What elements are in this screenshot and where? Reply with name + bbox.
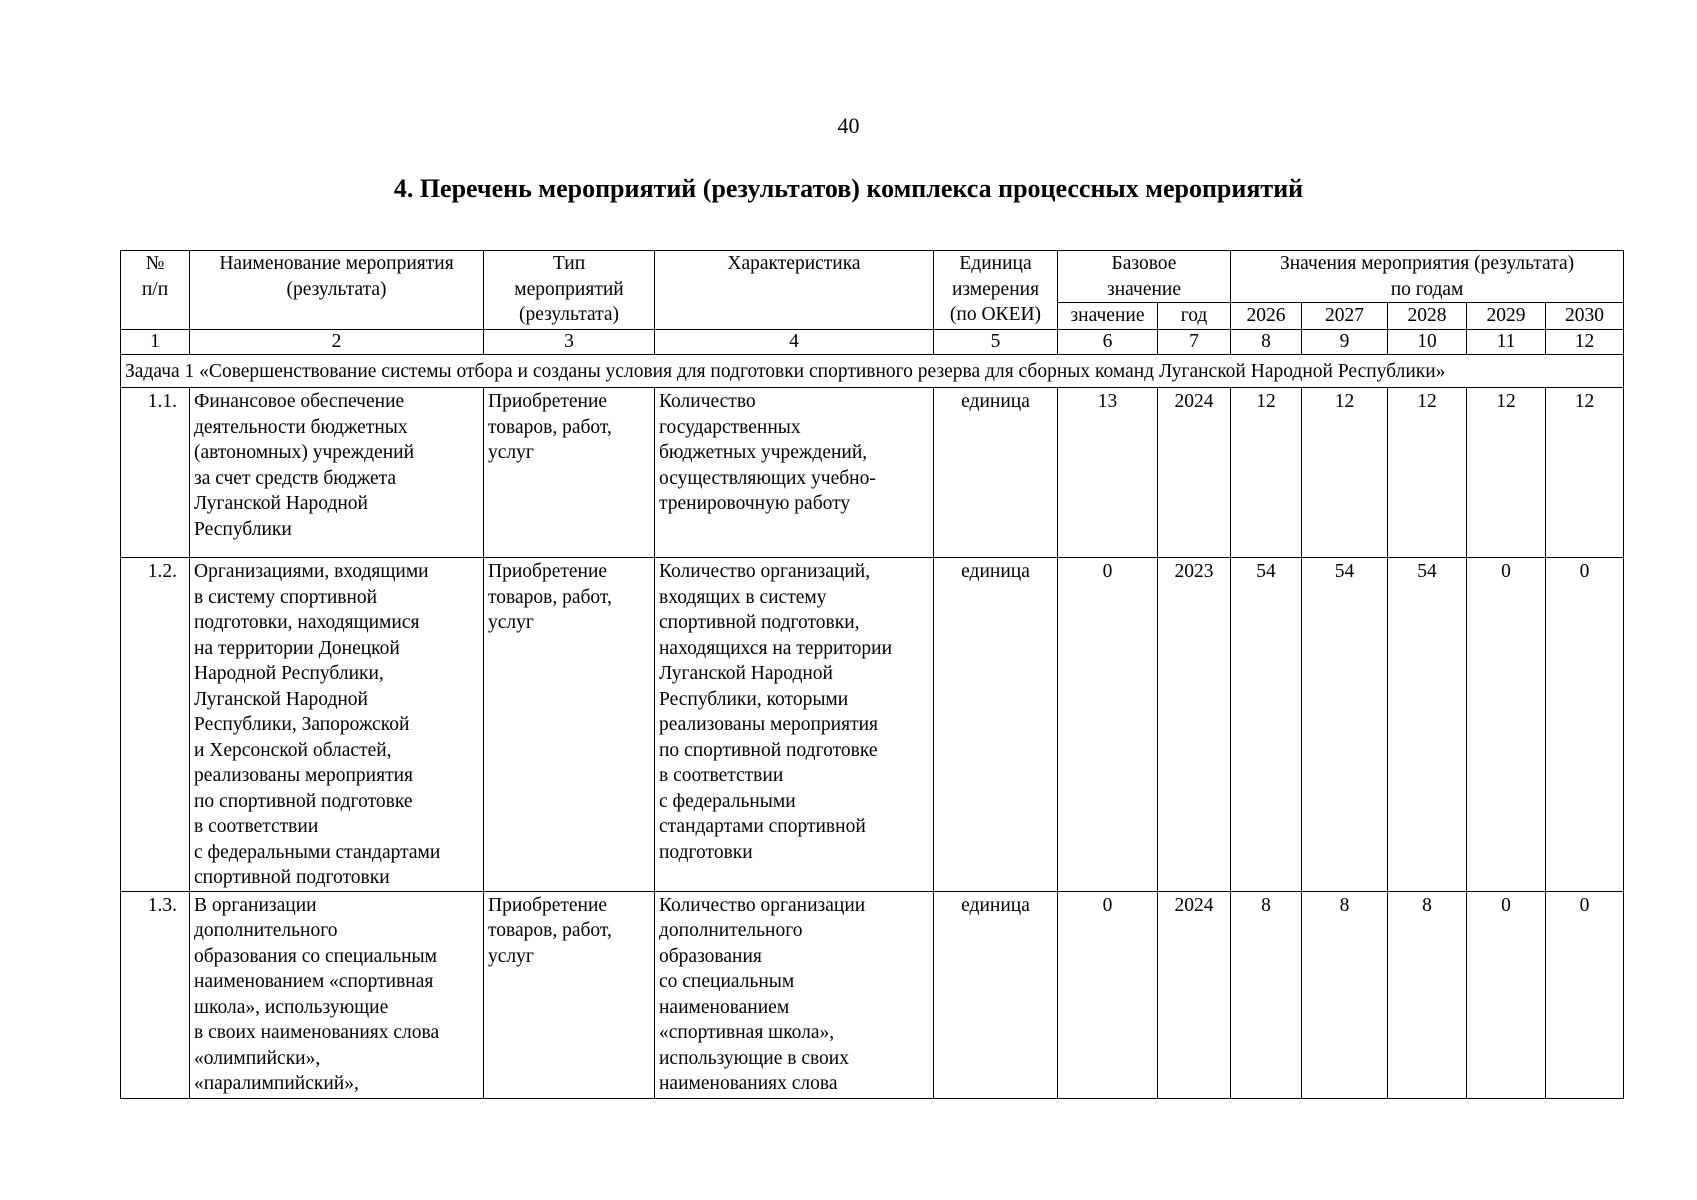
row-type: Приобретение товаров, работ, услуг [484, 891, 655, 1098]
row-value-2027: 54 [1302, 558, 1388, 892]
row-type: Приобретение товаров, работ, услуг [484, 558, 655, 892]
header-values-by-year: Значения мероприятия (результата) по годам [1231, 251, 1624, 303]
row-value-2026: 54 [1231, 558, 1302, 892]
row-value-2026: 12 [1231, 388, 1302, 558]
row-type: Приобретение товаров, работ, услуг [484, 388, 655, 558]
row-base-year: 2024 [1158, 388, 1231, 558]
header-unit: Единица измерения (по ОКЕИ) [934, 251, 1058, 330]
row-value-2030: 0 [1546, 891, 1624, 1098]
header-year-2030: 2030 [1546, 303, 1624, 330]
task-row [121, 354, 1624, 388]
row-unit: единица [934, 558, 1058, 892]
row-base-year: 2024 [1158, 891, 1231, 1098]
row-value-2030: 12 [1546, 388, 1624, 558]
row-value-2028: 12 [1388, 388, 1467, 558]
table-row [121, 558, 1624, 892]
column-number: 12 [1546, 329, 1624, 354]
column-number-row [121, 329, 1624, 354]
activities-table [120, 250, 1624, 1099]
header-type: Тип мероприятий (результата) [484, 251, 655, 330]
row-base-value: 0 [1058, 891, 1158, 1098]
header-base-value: значение [1058, 303, 1158, 330]
column-number: 2 [190, 329, 484, 354]
header-characteristic: Характеристика [655, 251, 934, 330]
header-num: № п/п [121, 251, 190, 330]
row-num: 1.3. [121, 891, 190, 1098]
row-value-2029: 12 [1467, 388, 1546, 558]
header-year-2029: 2029 [1467, 303, 1546, 330]
row-base-value: 13 [1058, 388, 1158, 558]
column-number: 9 [1302, 329, 1388, 354]
table-row [121, 388, 1624, 558]
row-value-2028: 8 [1388, 891, 1467, 1098]
column-number: 10 [1388, 329, 1467, 354]
row-characteristic: Количество организаций, входящих в систему спортивной подготовки, находящихся на территории Луганской Народной Республики, которыми реализованы мероприятия по спортивной подготовке в соответствии с федеральными стандартами спортивной подготовки [655, 558, 934, 892]
column-number: 5 [934, 329, 1058, 354]
row-value-2027: 8 [1302, 891, 1388, 1098]
row-base-year: 2023 [1158, 558, 1231, 892]
row-num: 1.2. [121, 558, 190, 892]
column-number: 8 [1231, 329, 1302, 354]
row-value-2029: 0 [1467, 891, 1546, 1098]
document-title: 4. Перечень мероприятий (результатов) комплекса процессных мероприятий [393, 174, 1304, 203]
column-number: 3 [484, 329, 655, 354]
row-characteristic: Количество организации дополнительного образования со специальным наименованием «спортивная школа», использующие в своих наименованиях слова [655, 891, 934, 1098]
header-name: Наименование мероприятия (результата) [190, 251, 484, 330]
column-number: 7 [1158, 329, 1231, 354]
row-value-2027: 12 [1302, 388, 1388, 558]
column-number: 4 [655, 329, 934, 354]
row-unit: единица [934, 388, 1058, 558]
header-year-2026: 2026 [1231, 303, 1302, 330]
row-base-value: 0 [1058, 558, 1158, 892]
task-description: Задача 1 «Совершенствование системы отбора и созданы условия для подготовки спортивного резерва для сборных команд Луганской Народной Республики» [121, 354, 1624, 388]
row-value-2028: 54 [1388, 558, 1467, 892]
header-base: Базовое значение [1058, 251, 1231, 303]
header-base-year: год [1158, 303, 1231, 330]
row-name: Организациями, входящими в систему спортивной подготовки, находящимися на территории Донецкой Народной Республики, Луганской Народной Республики, Запорожской и Херсонской областей, реализованы мероприятия по спортивной подготовке в соответствии с федеральными стандартами спортивной подготовки [190, 558, 484, 892]
page-number: 40 [837, 113, 860, 138]
column-number: 1 [121, 329, 190, 354]
row-value-2030: 0 [1546, 558, 1624, 892]
row-name: В организации дополнительного образования со специальным наименованием «спортивная школа», использующие в своих наименованиях слова «олимпийски», «паралимпийский», [190, 891, 484, 1098]
column-number: 11 [1467, 329, 1546, 354]
row-characteristic: Количество государственных бюджетных учреждений, осуществляющих учебно- тренировочную работу [655, 388, 934, 558]
header-year-2028: 2028 [1388, 303, 1467, 330]
header-year-2027: 2027 [1302, 303, 1388, 330]
row-num: 1.1. [121, 388, 190, 558]
activities-table-container [120, 250, 1623, 1099]
row-unit: единица [934, 891, 1058, 1098]
row-value-2029: 0 [1467, 558, 1546, 892]
row-name: Финансовое обеспечение деятельности бюджетных (автономных) учреждений за счет средств бюджета Луганской Народной Республики [190, 388, 484, 558]
row-value-2026: 8 [1231, 891, 1302, 1098]
table-row [121, 891, 1624, 1098]
column-number: 6 [1058, 329, 1158, 354]
